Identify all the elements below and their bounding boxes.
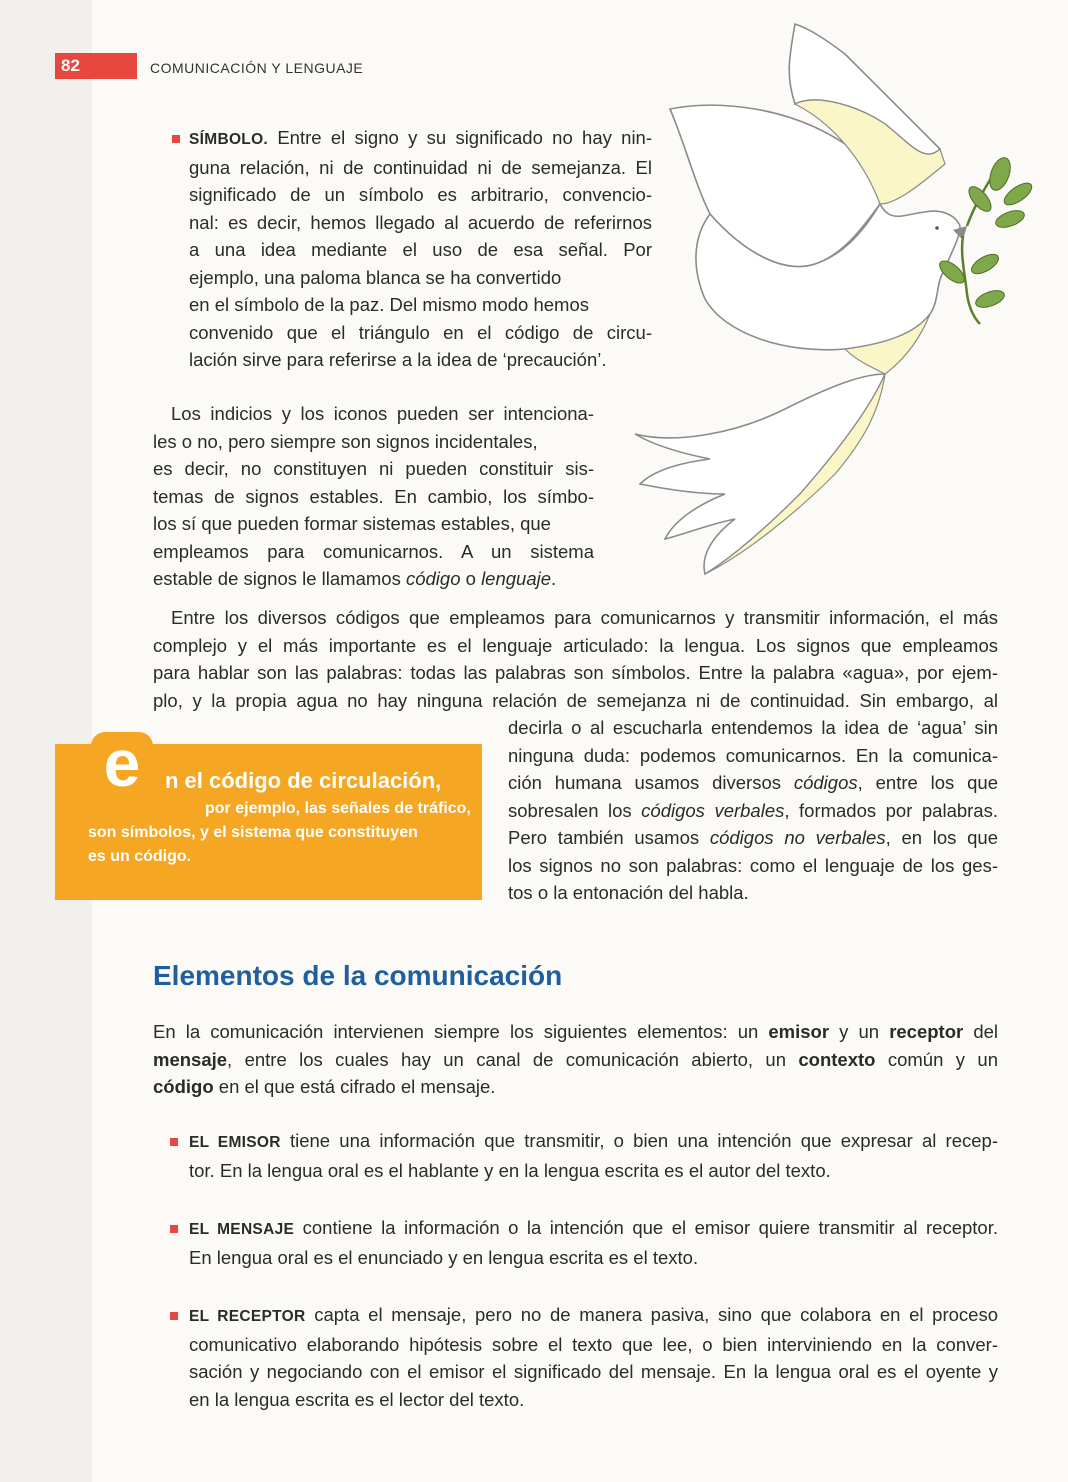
element-line: comunicativo elaborando hipótesis sobre el texto que lee, o bien interviniendo en la conver- xyxy=(189,1333,998,1355)
element-keyword: EL RECEPTOR xyxy=(189,1308,306,1325)
simbolo-line: significado de un símbolo es arbitrario, convencio- xyxy=(189,184,652,205)
codigos-continuation xyxy=(508,714,998,907)
codigos-line: decirla o al escucharla entendemos la idea de ‘agua’ sin xyxy=(508,717,998,738)
bullet-marker xyxy=(172,135,180,143)
page-number: 82 xyxy=(55,53,137,79)
callout-initial: e xyxy=(91,732,153,802)
callout-line: es un código. xyxy=(88,848,192,865)
codigos-line: complejo y el más importante es el lenguaje articulado: la lengua. Los signos que empleamos xyxy=(153,634,998,656)
element-line: tor. En la lengua oral es el hablante y en la lengua escrita es el autor del texto. xyxy=(189,1159,831,1181)
simbolo-line: nal: es decir, hemos llegado al acuerdo de referirnos xyxy=(189,211,652,233)
element-line: EL EMISOR tiene una información que transmitir, o bien una intención que expresar al recep- xyxy=(189,1130,998,1151)
indicios-line: Los indicios y los iconos pueden ser intenciona- xyxy=(171,403,594,424)
codigos-line: sobresalen los códigos verbales, formados por palabras. xyxy=(508,799,998,821)
codigos-line: para hablar son las palabras: todas las palabras son símbolos. Entre la palabra «agua», por ejem- xyxy=(153,662,998,683)
indicios-line: es decir, no constituyen ni pueden constituir sis- xyxy=(153,458,594,479)
indicios-line: les o no, pero siempre son signos incidentales, xyxy=(153,430,538,452)
bullet-marker xyxy=(170,1312,178,1320)
element-line: en la lengua escrita es el lector del texto. xyxy=(189,1388,525,1410)
indicios-line: temas de signos estables. En cambio, los símbo- xyxy=(153,485,594,507)
section-intro xyxy=(153,1018,998,1101)
element-mensaje xyxy=(189,1214,998,1271)
running-title: COMUNICACIÓN Y LENGUAJE xyxy=(150,60,364,76)
callout-line: n el código de circulación, xyxy=(165,768,442,793)
codigos-line: Pero también usamos códigos no verbales, en los que xyxy=(508,827,999,848)
simbolo-keyword: SÍMBOLO. xyxy=(189,131,269,148)
section-title: Elementos de la comunicación xyxy=(153,960,563,991)
element-keyword: EL EMISOR xyxy=(189,1134,281,1151)
element-receptor xyxy=(189,1301,998,1413)
dove-with-olive-branch-icon xyxy=(615,14,1035,584)
element-line: En lengua oral es el enunciado y en lengua escrita es el texto. xyxy=(189,1246,699,1268)
callout-line: son símbolos, y el sistema que constituyen xyxy=(88,824,418,841)
intro-line: mensaje, entre los cuales hay un canal de comunicación abierto, un contexto común y un xyxy=(153,1048,998,1070)
callout-box xyxy=(55,726,482,900)
simbolo-paragraph xyxy=(189,124,652,374)
intro-line: En la comunicación intervienen siempre los siguientes elementos: un emisor y un receptor del xyxy=(153,1021,999,1042)
simbolo-line: en el símbolo de la paz. Del mismo modo hemos xyxy=(189,294,589,315)
element-line: sación y negociando con el emisor el significado del mensaje. En la lengua oral es el oyente y xyxy=(189,1361,998,1382)
codigos-line: ción humana usamos diversos códigos, entre los que xyxy=(508,772,998,793)
codigos-line: tos o la entonación del habla. xyxy=(508,882,749,903)
indicios-paragraph xyxy=(153,400,594,593)
simbolo-line: lación sirve para referirse a la idea de ‘precaución’. xyxy=(189,349,607,370)
codigos-paragraph xyxy=(153,604,998,714)
callout-line: por ejemplo, las señales de tráfico, xyxy=(205,800,471,817)
codigos-line: los signos no son palabras: como el lenguaje de los ges- xyxy=(508,854,998,876)
simbolo-line: guna relación, ni de continuidad ni de semejanza. El xyxy=(189,156,652,178)
intro-line: código en el que está cifrado el mensaje. xyxy=(153,1076,496,1097)
indicios-line: estable de signos le llamamos código o lenguaje. xyxy=(153,568,557,589)
indicios-line: los sí que pueden formar sistemas estables, que xyxy=(153,513,551,534)
element-keyword: EL MENSAJE xyxy=(189,1221,295,1238)
simbolo-line: a una idea mediante el uso de esa señal. Por xyxy=(189,239,652,260)
indicios-line: empleamos para comunicarnos. A un sistema xyxy=(153,540,594,562)
codigos-line: plo, y la propia agua no hay ninguna relación de semejanza ni de continuidad. Sin embargo, al xyxy=(153,689,998,711)
codigos-line: Entre los diversos códigos que empleamos para comunicarnos y transmitir información, el más xyxy=(171,607,998,628)
bullet-marker xyxy=(170,1225,178,1233)
page-margin-strip xyxy=(0,0,92,1482)
simbolo-line: SÍMBOLO. Entre el signo y su significado no hay nin- xyxy=(189,127,652,148)
simbolo-line: convenido que el triángulo en el código de circu- xyxy=(189,321,652,343)
element-emisor xyxy=(189,1127,998,1184)
simbolo-line: ejemplo, una paloma blanca se ha convertido xyxy=(189,266,562,288)
element-line: EL RECEPTOR capta el mensaje, pero no de manera pasiva, sino que colabora en el proceso xyxy=(189,1304,998,1325)
codigos-line: ninguna duda: podemos comunicarnos. En la comunica- xyxy=(508,744,998,766)
element-line: EL MENSAJE contiene la información o la intención que el emisor quiere transmitir al receptor. xyxy=(189,1217,998,1238)
bullet-marker xyxy=(170,1138,178,1146)
